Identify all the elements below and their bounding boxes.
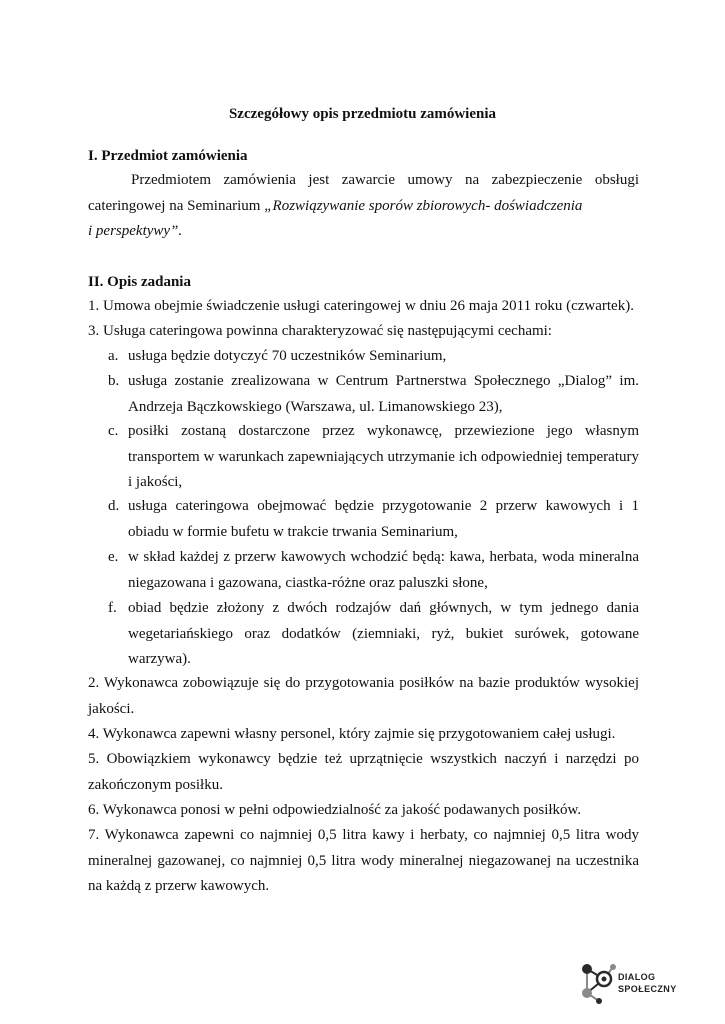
seminar-title-part-2: i perspektywy”.	[88, 223, 183, 239]
list-item-label: e.	[108, 549, 119, 565]
point-6: 6. Wykonawca ponosi w pełni odpowiedzialność za jakość podawanych posiłków.	[88, 802, 582, 818]
point-2: 2. Wykonawca zobowiązuje się do przygotowania posiłków na bazie produktów wysokiej jakości.	[88, 675, 639, 717]
paragraph-line-1: Przedmiotem zamówienia jest zawarcie umowy na zabezpieczenie obsługi	[131, 172, 639, 188]
section-heading-2: II. Opis zadania	[88, 274, 191, 290]
list-item-a	[108, 344, 639, 370]
section-heading-1: I. Przedmiot zamówienia	[88, 148, 248, 164]
point-5: 5. Obowiązkiem wykonawcy będzie też uprzątnięcie wszystkich naczyń i narzędzi po zakończonym posiłku.	[88, 751, 639, 793]
page-title: Szczegółowy opis przedmiotu zamówienia	[228, 106, 497, 122]
list-item-text: usługa będzie dotyczyć 70 uczestników Seminarium,	[128, 348, 447, 364]
logo-text-spoleczny: SPOŁECZNY	[618, 984, 677, 994]
logo-text-dialog: DIALOG	[618, 972, 656, 982]
list-item-label: c.	[108, 423, 119, 439]
list-item-b	[108, 369, 639, 420]
point-7: 7. Wykonawca zapewni co najmniej 0,5 litra kawy i herbaty, co najmniej 0,5 litra wody mineralnej gazowanej, co najmniej 0,5 litra wody mineralnej niegazowanej na uczestnika na każdą z przerw kawowych.	[88, 827, 639, 894]
seminar-title-part-1: „Rozwiązywanie sporów zbiorowych- doświadczenia	[264, 197, 583, 214]
point-4: 4. Wykonawca zapewni własny personel, który zajmie się przygotowaniem całej usługi.	[88, 726, 616, 742]
list-item-f	[108, 596, 639, 673]
list-item-text: w skład każdej z przerw kawowych wchodzić będą: kawa, herbata, woda mineralna niegazowana i gazowana, ciastka-różne oraz paluszki słone,	[128, 549, 639, 591]
list-item-text: usługa cateringowa obejmować będzie przygotowanie 2 przerw kawowych i 1 obiadu w formie bufetu w trakcie trwania Seminarium,	[128, 498, 639, 540]
point-3: 3. Usługa cateringowa powinna charakteryzować się następującymi cechami:	[88, 323, 552, 339]
list-item-label: f.	[108, 600, 117, 616]
paragraph-line-3	[88, 219, 639, 245]
list-item-text: posiłki zostaną dostarczone przez wykonawcę, przewiezione jego własnym transportem w warunkach zapewniających utrzymanie ich odpowiedniej temperatury i jakości,	[128, 423, 639, 490]
list-item-c	[108, 419, 639, 496]
list-item-d	[108, 494, 639, 545]
list-item-e	[108, 545, 639, 596]
point-1: 1. Umowa obejmie świadczenie usługi cateringowej w dniu 26 maja 2011 roku (czwartek).	[88, 298, 634, 314]
list-item-text: usługa zostanie zrealizowana w Centrum Partnerstwa Społecznego „Dialog” im. Andrzeja Bączkowskiego (Warszawa, ul. Limanowskiego 23),	[128, 373, 639, 415]
dialog-spoleczny-logo	[579, 957, 677, 1007]
list-item-label: a.	[108, 348, 119, 364]
paragraph-line-2	[88, 194, 639, 220]
list-item-text: obiad będzie złożony z dwóch rodzajów dań głównych, w tym jednego dania wegetariańskiego oraz dodatków (ziemniaki, ryż, bukiet surówek, gotowane warzywa).	[128, 600, 639, 667]
dialog-network-logo-icon	[579, 957, 621, 1007]
section-1-paragraph	[88, 168, 639, 245]
paragraph-line-2-start: cateringowej na Seminarium	[88, 197, 265, 214]
list-item-label: b.	[108, 373, 120, 389]
list-item-label: d.	[108, 498, 120, 514]
